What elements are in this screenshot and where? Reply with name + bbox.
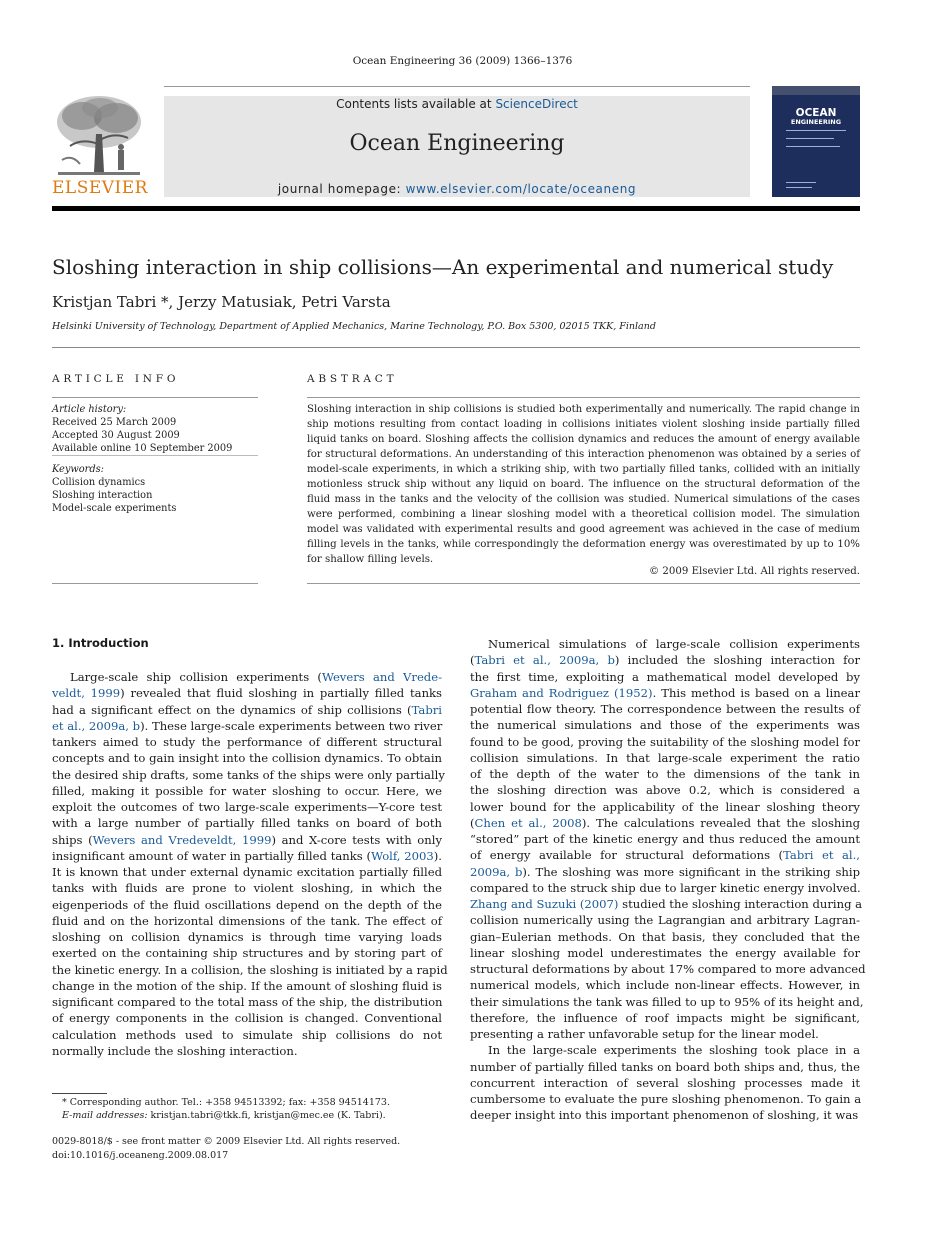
text-line <box>470 815 860 831</box>
text-segment: number of partially filled tanks on board both ships and, thus, the <box>470 1059 860 1074</box>
cover-line <box>786 187 812 188</box>
text-segment: exerted on the containing ship structures and by storing part of <box>52 946 442 961</box>
text-segment: ). The sloshing was more significant in the striking ship <box>522 864 860 879</box>
text-line <box>52 702 442 718</box>
text-line <box>52 685 442 701</box>
text-line <box>470 669 860 685</box>
text-line <box>52 783 442 799</box>
citation-link[interactable]: Graham and Rodriguez (1952) <box>470 685 653 700</box>
text-segment: tankers aimed to study the performance of different structural <box>52 735 442 749</box>
contents-line <box>164 97 750 111</box>
text-line <box>470 864 860 880</box>
text-line <box>52 864 442 880</box>
text-segment: ( <box>470 653 475 668</box>
text-line <box>52 929 442 945</box>
text-segment: ( <box>470 815 475 830</box>
cover-title-ocean: OCEAN <box>795 107 837 119</box>
text-line <box>470 766 860 782</box>
email-label: E-mail addresses: <box>62 1110 148 1121</box>
text-line <box>52 1043 442 1059</box>
keyword-item: Sloshing interaction <box>52 490 153 501</box>
text-segment: the desired ship drafts, some tanks of the ships were only partially <box>52 767 445 782</box>
text-line <box>470 1026 860 1042</box>
text-segment: had a significant effect on the dynamics of ship collisions ( <box>52 702 412 717</box>
text-line <box>470 945 860 961</box>
running-head: Ocean Engineering 36 (2009) 1366–1376 <box>352 55 573 67</box>
text-segment: sloshing on collision dynamics is through time varying loads <box>52 930 442 944</box>
homepage-prefix: journal homepage: <box>277 182 406 196</box>
text-line <box>470 994 864 1010</box>
journal-name: Ocean Engineering <box>349 131 565 156</box>
text-line <box>52 734 442 750</box>
citation-link[interactable]: veldt, 1999 <box>52 686 121 701</box>
article-history <box>52 403 258 455</box>
text-segment: potential flow theory. The correspondence between the results of <box>470 702 860 716</box>
article-authors: Kristjan Tabri *, Jerzy Matusiak, Petri Varsta <box>52 293 391 311</box>
text-segment: lower bound for the applicability of the linear sloshing theory <box>470 799 860 814</box>
text-segment: “stored” part of the kinetic energy and thus reduced the amount <box>470 832 860 846</box>
citation-link[interactable]: et al., 2009a, b <box>52 718 141 733</box>
text-segment: ships ( <box>52 832 93 847</box>
text-line <box>470 717 860 733</box>
text-line <box>52 799 442 815</box>
text-line <box>52 815 442 831</box>
keywords-block <box>52 463 258 515</box>
citation-link[interactable]: Zhang and Suzuki (2007) <box>470 897 619 911</box>
corresponding-author-note: * Corresponding author. Tel.: +358 94513392; fax: +358 94514173. <box>62 1097 391 1108</box>
keyword-item: Model-scale experiments <box>52 503 177 514</box>
text-line <box>52 913 442 929</box>
cover-line <box>786 138 834 139</box>
history-label: Article history: <box>52 404 127 415</box>
header-divider <box>52 347 860 348</box>
text-segment: calculation methods used to simulate ship collisions do not <box>52 1027 442 1042</box>
text-segment: . This method is based on a linear <box>652 685 860 700</box>
text-segment: studied the sloshing interaction during a <box>618 897 863 911</box>
author-affiliation: Helsinki University of Technology, Department of Applied Mechanics, Marine Technology, P.O. Box 5300, 02015 TKK, Finland <box>52 321 656 332</box>
text-line <box>52 669 442 685</box>
text-line <box>470 912 860 928</box>
text-segment: therefore, the influence of roof impacts might be significant, <box>470 1010 860 1025</box>
text-line <box>470 636 860 652</box>
journal-masthead <box>52 86 860 198</box>
text-segment: deeper insight into this important phenomenon of sloshing, it was <box>470 1108 859 1123</box>
text-line <box>470 734 860 750</box>
sciencedirect-link[interactable]: ScienceDirect <box>495 97 578 111</box>
received-date: Received 25 March 2009 <box>52 417 177 428</box>
journal-cover-thumbnail[interactable] <box>772 86 860 197</box>
citation-link[interactable]: 2009a, b <box>470 864 523 879</box>
text-segment: of energy available for structural deformations ( <box>470 848 784 863</box>
text-line <box>52 994 442 1010</box>
elsevier-logo[interactable] <box>52 94 146 198</box>
text-segment: numerical models, which include non-linear effects. However, in <box>470 978 860 993</box>
text-segment: linear sloshing model underestimates the energy available for <box>470 945 860 960</box>
text-segment: ). <box>433 848 442 863</box>
text-segment: concurrent interaction of several sloshing processes made it <box>470 1075 860 1090</box>
text-segment: eigenperiods of the fluid oscillations depend on the depth of the <box>52 897 442 912</box>
footnote-rule <box>52 1093 107 1094</box>
text-line <box>470 652 860 668</box>
text-segment: the sloshing direction was above 0.2, which is considered a <box>470 783 860 798</box>
masthead-bottom-rule <box>52 206 860 211</box>
elsevier-tree-icon <box>52 94 146 180</box>
journal-banner <box>164 96 750 197</box>
text-line <box>470 799 860 815</box>
abstract-heading: ABSTRACT <box>307 373 398 385</box>
text-segment: It is known that under external dynamic excitation partially filled <box>52 865 442 879</box>
issn-line: 0029-8018/$ - see front matter © 2009 Elsevier Ltd. All rights reserved. <box>52 1136 401 1147</box>
article-info-separator <box>52 455 258 456</box>
text-segment: gian–Eulerian methods. On that basis, they concluded that the <box>470 929 860 944</box>
abstract-bottom-rule <box>307 583 860 584</box>
text-segment: concepts and to gain insight into the collision dynamics. To obtain <box>52 751 442 766</box>
text-line <box>470 1075 860 1091</box>
accepted-date: Accepted 30 August 2009 <box>52 430 180 441</box>
text-line <box>52 832 442 848</box>
citation-link[interactable]: Tabri <box>411 702 442 717</box>
text-line <box>470 880 860 896</box>
text-segment: found to be good, proving the suitability of the sloshing model for <box>470 734 860 749</box>
text-line <box>470 685 860 701</box>
citation-link[interactable]: Tabri et al., 2009a, b <box>474 653 615 668</box>
text-line <box>52 1010 442 1026</box>
doi-line[interactable]: doi:10.1016/j.oceaneng.2009.08.017 <box>52 1150 229 1161</box>
masthead-top-rule <box>164 86 750 87</box>
elsevier-wordmark: ELSEVIER <box>52 178 148 198</box>
text-segment: ) revealed that fluid sloshing in partially filled tanks <box>120 686 443 701</box>
homepage-link[interactable]: www.elsevier.com/locate/oceaneng <box>405 182 637 196</box>
contents-prefix: Contents lists available at <box>336 97 496 111</box>
keywords-label: Keywords: <box>52 464 104 475</box>
text-line <box>470 1042 860 1058</box>
text-segment: their simulations the tank was filled to up to 95% of its height and, <box>470 994 864 1009</box>
text-segment: compared to the struck ship due to larger kinetic energy involved. <box>470 880 861 895</box>
intro-right-column <box>470 636 866 1124</box>
text-line <box>470 782 860 798</box>
text-line <box>52 718 442 734</box>
text-segment: of the depth of the water to the dimensions of the tank in <box>470 767 860 781</box>
citation-link[interactable]: Wolf, 2003 <box>371 848 434 863</box>
text-line <box>52 750 442 766</box>
article-title: Sloshing interaction in ship collisions—An experimental and numerical study <box>52 255 834 279</box>
text-segment: significant compared to the total mass of the ship, the distribution <box>52 995 443 1009</box>
cover-line <box>786 130 846 131</box>
text-line <box>470 831 860 847</box>
text-line <box>470 896 863 912</box>
text-line <box>470 1059 860 1075</box>
cover-line <box>786 146 840 147</box>
article-info-rule <box>52 397 258 398</box>
text-segment: exploit the outcomes of two large-scale experiments—Y-core test <box>52 800 442 814</box>
text-segment: ). The calculations revealed that the sloshing <box>581 815 860 830</box>
cover-band <box>772 86 860 95</box>
text-segment: cumbersome to evaluate the pure sloshing phenomenon. To gain a <box>470 1092 862 1106</box>
text-segment: ) and X-core tests with only <box>271 832 442 847</box>
section-heading-introduction: 1. Introduction <box>52 636 149 650</box>
text-line <box>470 977 860 993</box>
cover-line <box>786 182 816 183</box>
text-line <box>470 961 866 977</box>
text-line <box>52 978 442 994</box>
email-note <box>52 1110 386 1121</box>
text-segment: ) included the sloshing interaction for <box>614 653 860 668</box>
text-line <box>470 750 860 766</box>
abstract-copyright: © 2009 Elsevier Ltd. All rights reserved. <box>648 566 860 577</box>
text-segment: filled, making it possible for water sloshing to occur. Here, we <box>52 783 442 798</box>
text-segment: ). These large-scale experiments between two river <box>140 718 443 733</box>
text-segment: collision simulations. In that large-scale experiment the ratio <box>470 750 860 765</box>
text-segment: tanks with fluids are prone to violent sloshing, in which the <box>52 881 442 896</box>
citation-link[interactable]: Tabri et al., <box>783 848 860 863</box>
text-line <box>470 929 860 945</box>
text-segment: normally include the sloshing interaction. <box>52 1043 298 1058</box>
text-line <box>52 962 448 978</box>
text-segment: of energy components in the collision is changed. Conventional <box>52 1011 442 1026</box>
text-segment: fluid and on the horizontal dimensions of the tank. The effect of <box>52 913 442 928</box>
text-line <box>470 1107 860 1123</box>
abstract-rule <box>307 397 860 398</box>
text-segment: collision numerically using the Lagrangian and arbitrary Lagran- <box>470 913 860 928</box>
citation-link[interactable]: Chen et al., 2008 <box>474 815 582 830</box>
cover-title-engineering: ENGINEERING <box>790 118 842 126</box>
text-segment: In the large-scale experiments the sloshing took place in a <box>488 1043 860 1058</box>
text-line <box>52 880 442 896</box>
keyword-item: Collision dynamics <box>52 477 146 488</box>
text-line <box>470 847 860 863</box>
text-segment: the kinetic energy. In a collision, the sloshing is initiated by a rapid <box>52 962 448 977</box>
text-line <box>470 701 860 717</box>
text-line <box>52 1027 442 1043</box>
online-date: Available online 10 September 2009 <box>52 443 233 454</box>
text-line <box>470 1010 860 1026</box>
text-line <box>52 767 445 783</box>
intro-left-column <box>52 669 448 1059</box>
citation-link[interactable]: Wevers and Vredeveldt, 1999 <box>92 832 272 847</box>
text-segment: the numerical simulations and those of the experiments was <box>470 718 860 733</box>
text-line <box>52 848 442 864</box>
text-segment: the first time, exploiting a mathematical model developed by <box>470 669 860 684</box>
abstract-text: Sloshing interaction in ship collisions is studied both experimentally and numerically. The rapid change in ship motions resulting from contact loading in collisions initiates violent sloshing inside partially filled liquid tanks on board. Sloshing affects the collision dynamics and reduces the amount of energy available for structural deformations. An understanding of this interaction phenomenon was obtained by a series of model-scale experiments, in which a striking ship, with two partially filled tanks, collided with an initially motionless struck ship without any liquid on board. The influence on the structural deformation of the fluid mass in the tanks and the velocity of the collision was studied. Numerical simulations of the cases were performed, combining a linear sloshing model with a theoretical collision model. The simulation model was validated with experimental results and good agreement was achieved in the case of medium filling levels in the tanks, while correspondingly the deformation energy was overestimated by up to 10% for shallow filling levels. <box>307 404 860 565</box>
email-addresses[interactable]: kristjan.tabri@tkk.fi, kristjan@mec.ee (K. Tabri). <box>147 1110 386 1121</box>
homepage-line <box>164 182 750 196</box>
text-line <box>470 1091 860 1107</box>
text-segment: with a large number of partially filled tanks on board of both <box>52 816 442 831</box>
text-line <box>52 897 442 913</box>
article-info-heading: ARTICLE INFO <box>52 373 180 385</box>
text-segment: Large-scale ship collision experiments ( <box>70 670 322 684</box>
text-segment: structural deformations by about 17% compared to more advanced <box>470 962 866 976</box>
article-info-bottom-rule <box>52 583 258 584</box>
text-segment: Numerical simulations of large-scale collision experiments <box>488 637 860 651</box>
text-segment: presenting a rather unfavorable setup for the linear model. <box>470 1027 819 1041</box>
citation-link[interactable]: Wevers and Vrede- <box>321 670 443 684</box>
text-line <box>52 945 442 961</box>
text-segment: change in the motion of the ship. If the amount of sloshing fluid is <box>52 978 442 993</box>
text-segment: insignificant amount of water in partially filled tanks ( <box>52 848 372 863</box>
